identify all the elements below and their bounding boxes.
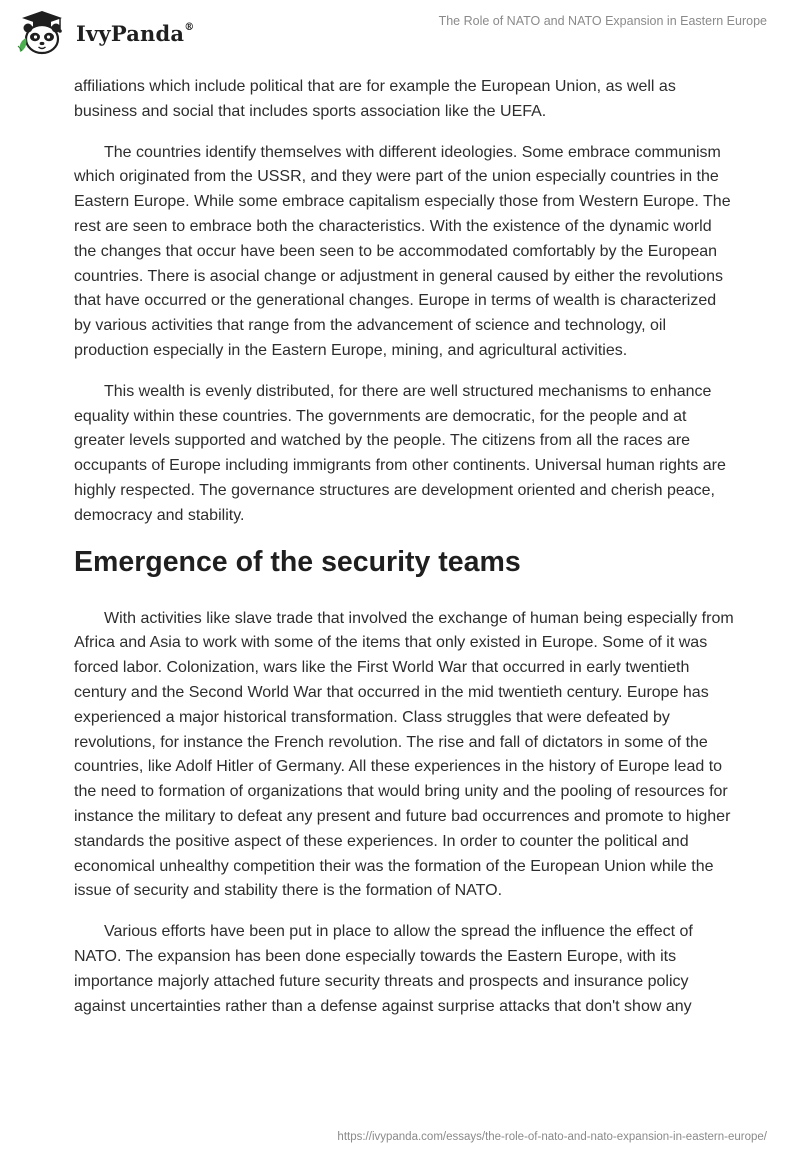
brand-name: IvyPanda®: [76, 20, 195, 46]
page-header: [0, 0, 800, 64]
paragraph-wealth: This wealth is evenly distributed, for there are well structured mechanisms to enhance equality within these countries. The governments are democratic, for the people and at greater levels supported and watched by the people. The citizens from all the races are occupants of Europe including immigrants from other continents. Universal human rights are highly respected. The governance structures are development oriented and cherish peace, democracy and stability.: [74, 382, 726, 524]
paragraph-expansion: Various efforts have been put in place to allow the spread the influence the effect of NATO. The expansion has been done especially towards the Eastern Europe, with its importance majorly attached future security threats and prospects and insurance policy against uncertainties rather than a defense against surprise attacks that don't show any: [74, 923, 693, 1015]
document-title: The Role of NATO and NATO Expansion in Eastern Europe: [438, 14, 767, 28]
paragraph-history: With activities like slave trade that involved the exchange of human being especially from Africa and Asia to work with some of the items that only existed in Europe. Some of it was forced labor. Colonization, wars like the First World War that occurred in early twentieth century and the Second World War that occurred in the mid twentieth century. Europe has experienced a major historical transformation. Class struggles that were defeated by revolutions, for instance the French revolution. The rise and fall of dictators in some of the countries, like Adolf Hitler of Germany. All these experiences in the history of Europe lead to the need to formation of organizations that would bring unity and the pooling of resources for instance the military to defeat any present and future bad occurrences and promote to higher standards the positive aspect of these experiences. In order to counter the political and economical unhealthy competition their was the formation of the European Union while the issue of security and stability there is the formation of NATO.: [74, 609, 734, 900]
source-url-link[interactable]: https://ivypanda.com/essays/the-role-of-nato-and-nato-expansion-in-eastern-europe/: [337, 1131, 767, 1143]
brand-logo[interactable]: [16, 8, 194, 56]
essay-body: [74, 75, 734, 1035]
panda-logo-icon: [16, 8, 68, 56]
paragraph-ideologies: The countries identify themselves with different ideologies. Some embrace communism which originated from the USSR, and they were part of the union especially countries in the Eastern Europe. While some embrace capitalism especially those from Western Europe. The rest are seen to embrace both the characteristics. With the existence of the dynamic world the changes that occur have been seen to be accommodated comfortably by the European countries. There is asocial change or adjustment in general caused by either the revolutions that have occurred or the generational changes. Europe in terms of wealth is characterized by various activities that range from the advancement of science and technology, oil production especially in the Eastern Europe, mining, and agricultural activities.: [74, 143, 731, 359]
section-heading: Emergence of the security teams: [74, 545, 521, 578]
paragraph-continued: affiliations which include political that are for example the European Union, as well as business and social that includes sports association like the UEFA.: [74, 78, 676, 120]
